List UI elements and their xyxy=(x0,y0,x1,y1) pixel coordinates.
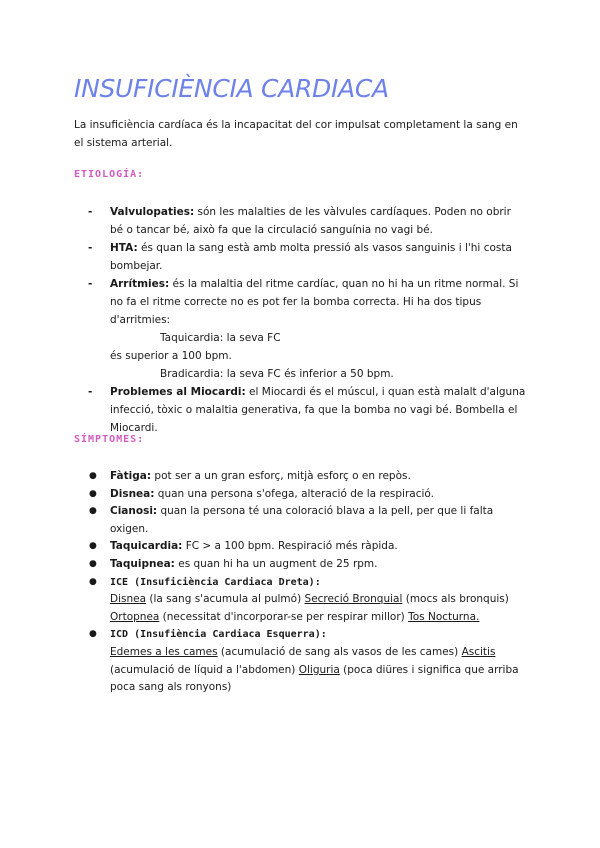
icd-edemes-note: (acumulació de sang als vasos de les cames) xyxy=(217,645,462,658)
page-title: INSUFICIÈNCIA CARDIACA xyxy=(74,74,389,103)
item-term: Problemes al Miocardi: xyxy=(110,386,246,398)
bullet-marker: ● xyxy=(89,471,97,481)
bullet-marker: ● xyxy=(89,558,97,569)
bullet-marker: ● xyxy=(89,488,97,499)
ice-ortopnea-note: (necessitat d'incorporar-se per respirar millor) xyxy=(159,610,409,623)
bullet-marker: ● xyxy=(89,576,97,587)
intro-paragraph: La insuficiència cardíaca és la incapacitat del cor impulsat completament la sang en el sistema arterial. xyxy=(74,119,518,149)
item-term: HTA: xyxy=(110,242,138,254)
item-text: es quan hi ha un augment de 25 rpm. xyxy=(174,557,378,570)
list-item xyxy=(74,556,526,574)
list-item xyxy=(74,275,526,383)
list-item-ice xyxy=(74,574,526,627)
etiologia-list xyxy=(74,203,526,437)
dash-marker: - xyxy=(88,242,93,254)
list-item xyxy=(74,538,526,556)
simptomes-list xyxy=(74,468,526,697)
icd-ascitis: Ascitis xyxy=(461,645,496,658)
simptomes-heading: SÍMPTOMES: xyxy=(74,434,145,445)
list-item xyxy=(74,239,526,275)
dash-marker: - xyxy=(88,206,93,218)
taquicardia-line-cont: és superior a 100 bpm. xyxy=(110,350,232,362)
bradicardia-line: Bradicardia: la seva FC és inferior a 50 bpm. xyxy=(160,368,394,380)
ice-tos: Tos Nocturna. xyxy=(408,610,480,623)
bullet-marker: ● xyxy=(89,506,97,517)
list-item-icd xyxy=(74,626,526,696)
item-term: Cianosi: xyxy=(110,505,158,518)
list-item xyxy=(74,383,526,437)
ice-secrecio-note: (mocs als bronquis) xyxy=(402,593,509,606)
item-term: Valvulopaties: xyxy=(110,206,195,218)
icd-edemes: Edemes a les cames xyxy=(110,645,218,658)
icd-oliguria: Oliguria xyxy=(298,663,340,676)
item-text: quan una persona s'ofega, alteració de la respiració. xyxy=(154,487,434,500)
list-item xyxy=(74,503,526,538)
item-term: Taquicardia: xyxy=(110,540,183,553)
dash-marker: - xyxy=(88,278,93,290)
ice-term: ICE (Insuficiència Cardiaca Dreta): xyxy=(110,576,321,588)
ice-ortopnea: Ortopnea xyxy=(110,610,160,623)
icd-oliguria-note: (poca diüres i significa que arriba poca sang als ronyons) xyxy=(110,663,519,694)
item-term: Disnea: xyxy=(110,487,155,500)
item-text: quan la persona té una coloració blava a la pell, per que li falta oxigen. xyxy=(110,505,494,535)
etiologia-heading: ETIOLOGÍA: xyxy=(74,169,145,180)
item-text: pot ser a un gran esforç, mitjà esforç o en repòs. xyxy=(151,470,411,482)
icd-term: ICD (Insufiència Cardiaca Esquerra): xyxy=(110,629,327,641)
list-item xyxy=(74,203,526,239)
item-term: Fàtiga: xyxy=(110,470,152,482)
item-text: el Miocardi és el múscul, i quan està malalt d'alguna infecció, tòxic o malaltia generativa, fa que la bomba no vagi bé. Bombella el Miocardi. xyxy=(110,386,526,434)
ice-secrecio: Secreció Bronquial xyxy=(304,593,403,606)
ice-disnea-note: (la sang s'acumula al pulmó) xyxy=(146,593,305,606)
item-text: són les malalties de les vàlvules cardíaques. Poden no obrir bé o tancar bé, això fa que la circulació sanguínia no vagi bé. xyxy=(110,206,511,236)
item-text: és quan la sang està amb molta pressió als vasos sanguinis i l'hi costa bombejar. xyxy=(110,242,512,272)
item-term: Arrítmies: xyxy=(110,278,170,290)
item-text: FC > a 100 bpm. Respiració més ràpida. xyxy=(182,540,398,553)
taquicardia-line: Taquicardia: la seva FC xyxy=(160,332,281,344)
item-text: és la malaltia del ritme cardíac, quan no hi ha un ritme normal. Si no fa el ritme correcte no es pot fer la bomba correcta. Hi ha dos tipus d'arritmies: xyxy=(110,278,519,326)
list-item xyxy=(74,468,526,486)
dash-marker: - xyxy=(88,386,93,398)
item-term: Taquipnea: xyxy=(110,557,175,570)
icd-ascitis-note: (acumulació de líquid a l'abdomen) xyxy=(110,663,299,676)
list-item xyxy=(74,486,526,504)
bullet-marker: ● xyxy=(89,629,97,640)
bullet-marker: ● xyxy=(89,541,97,552)
ice-disnea: Disnea xyxy=(110,593,147,606)
